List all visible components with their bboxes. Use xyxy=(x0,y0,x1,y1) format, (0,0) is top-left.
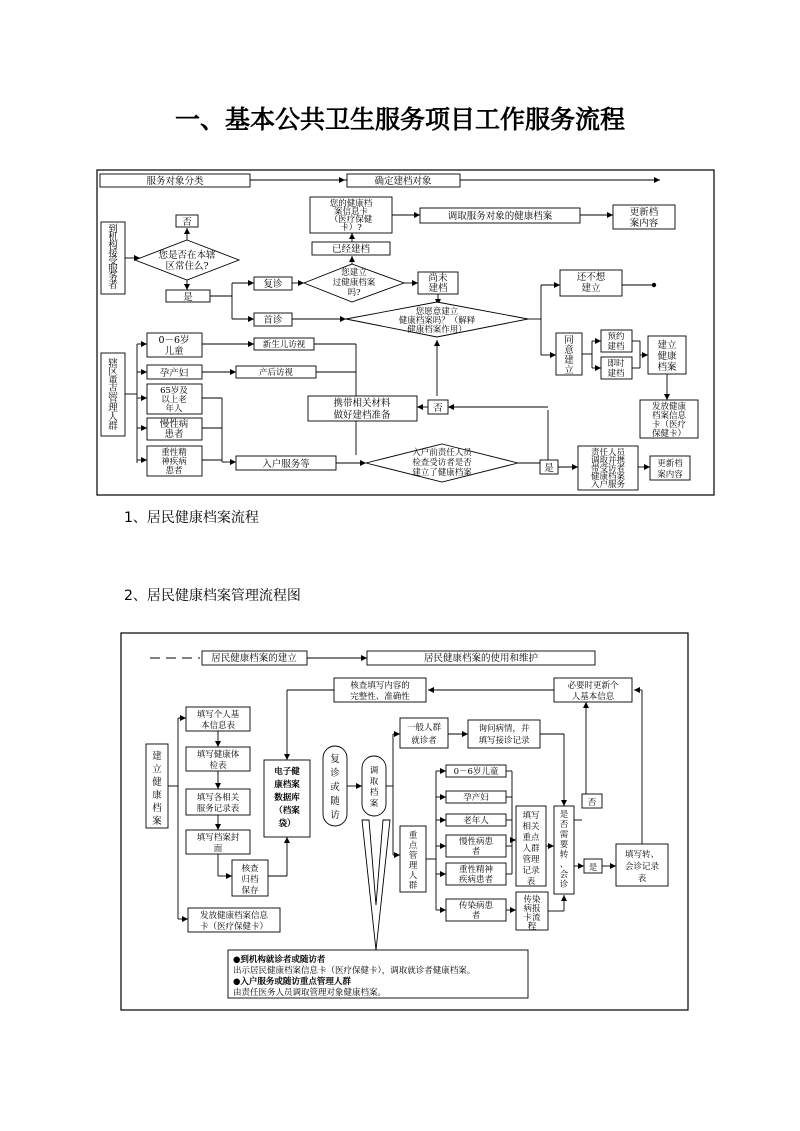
header-confirm-label: 确定建档对象 xyxy=(374,176,432,187)
children-l1: 0－6岁 xyxy=(158,335,190,346)
willing-l2: 健康档案吗？（解释 xyxy=(398,316,476,326)
svg-text:务: 务 xyxy=(108,272,118,283)
have-record-l3: 吗? xyxy=(347,288,361,298)
immediate-l2: 建档 xyxy=(607,369,625,379)
need-update-l2: 人基本信息 xyxy=(571,692,615,702)
mental-l2: 神疾病 xyxy=(161,457,187,467)
svg-text:管: 管 xyxy=(108,394,118,405)
infectious-l2: 者 xyxy=(471,911,481,921)
immediate-l1: 即时 xyxy=(607,359,625,369)
infect-report-l4: 程 xyxy=(527,922,537,932)
ask-condition-l1: 询问病情，并 xyxy=(478,724,530,734)
edb-l1: 电子健 xyxy=(274,767,300,777)
carry-material-l1: 携带相关材料 xyxy=(333,398,391,409)
yes-referral-label: 是 xyxy=(588,863,598,873)
issue-card2-l2: 卡（医疗保健卡） xyxy=(199,922,269,932)
willing-l3: 健康档案作用） xyxy=(407,325,467,335)
build-record-l2: 健康 xyxy=(657,351,677,362)
mental2-l2: 疾病患者 xyxy=(458,875,494,885)
note1-title: ●到机构就诊者或随访者 xyxy=(233,955,326,965)
ask-condition-l2: 填写接诊记录 xyxy=(478,736,530,746)
chronic2-l2: 者 xyxy=(471,847,481,857)
chronic-l2: 患者 xyxy=(164,429,184,440)
text-need-referral xyxy=(560,810,569,890)
agree-l1: 同 xyxy=(564,335,574,346)
svg-text:、: 、 xyxy=(559,860,569,870)
svg-text:调: 调 xyxy=(369,766,379,776)
referral-form-l1: 填写转、 xyxy=(624,850,660,860)
children-l2: 儿童 xyxy=(164,346,184,357)
chronic-l1: 慢性病 xyxy=(159,419,189,430)
carry-material-l2: 做好建档准备 xyxy=(333,410,391,421)
svg-text:相关: 相关 xyxy=(522,822,540,832)
verify-archive-l3: 保存 xyxy=(241,886,259,896)
infect-report-l2: 病报 xyxy=(523,904,541,914)
have-record-l2: 过健康档案 xyxy=(332,278,376,288)
page-title: 一、基本公共卫生服务项目工作服务流程 xyxy=(174,105,625,134)
svg-text:人群: 人群 xyxy=(522,844,540,854)
diamond-resident-l1: 您是否在本辖 xyxy=(158,250,216,261)
pregnant2-label: 孕产妇 xyxy=(463,793,489,803)
edb-l2: 康档案 xyxy=(274,780,300,790)
mental-l1: 重性精 xyxy=(161,448,187,458)
cover-l2: 面 xyxy=(213,844,223,854)
svg-text:点: 点 xyxy=(408,841,418,851)
build-record-l1: 建立 xyxy=(657,340,677,351)
svg-text:群: 群 xyxy=(408,881,418,891)
note1-text: 出示居民健康档案信息卡（医疗保健卡），调取就诊者健康档案。 xyxy=(233,966,476,976)
issue-card2-l1: 发放健康档案信息 xyxy=(199,911,269,921)
personal-info-l2: 本信息表 xyxy=(200,721,236,731)
cover-l1: 填写档案封 xyxy=(196,833,240,843)
diagram-record-management-flow xyxy=(121,633,688,1010)
svg-text:案: 案 xyxy=(152,816,162,827)
staff-retrieve-l5: 入户服务 xyxy=(590,480,626,490)
record-card-l2: 案信息卡 xyxy=(333,207,369,217)
infectious-l1: 传染病患 xyxy=(458,901,494,911)
elderly-l3: 年人 xyxy=(165,404,183,414)
postpartum-visit-label: 产后访视 xyxy=(258,368,294,378)
doctor-check-l1: 入户前责任人员 xyxy=(412,448,472,458)
svg-text:重: 重 xyxy=(408,831,418,841)
svg-text:立: 立 xyxy=(152,764,162,775)
mental2-l1: 重性精神 xyxy=(458,865,494,875)
newborn-visit-label: 新生儿访视 xyxy=(262,340,306,350)
first-visit-label: 首诊 xyxy=(263,315,283,326)
yes-check-label: 是 xyxy=(544,463,554,474)
svg-text:理: 理 xyxy=(108,403,118,414)
svg-text:会: 会 xyxy=(559,870,569,880)
svg-text:表: 表 xyxy=(526,877,536,887)
svg-text:要: 要 xyxy=(559,840,569,850)
health-exam-l1: 填写健康体 xyxy=(196,750,240,760)
infect-report-l3: 卡流 xyxy=(523,913,541,923)
no-referral-label: 否 xyxy=(587,798,597,808)
svg-text:随: 随 xyxy=(330,796,340,807)
staff-retrieve-l3: 带受访者 xyxy=(590,464,626,474)
diamond-resident-l2: 区常住么? xyxy=(165,261,209,272)
svg-text:健: 健 xyxy=(152,777,162,788)
svg-text:服: 服 xyxy=(108,264,118,275)
header-build-label: 居民健康档案的建立 xyxy=(211,653,297,664)
svg-text:否: 否 xyxy=(559,820,569,830)
svg-text:管: 管 xyxy=(408,851,418,861)
appointment-l2: 建档 xyxy=(607,342,625,352)
svg-text:理: 理 xyxy=(408,861,418,871)
svg-text:康: 康 xyxy=(152,790,162,801)
doctor-check-l3: 建立了健康档案 xyxy=(412,468,472,478)
retrieve-record-label: 调取服务对象的健康档案 xyxy=(447,211,553,222)
doctor-check-l2: 检查受访者是否 xyxy=(412,458,472,468)
svg-text:诊: 诊 xyxy=(559,880,569,890)
not-yet-l1: 尚未 xyxy=(428,273,448,284)
infect-report-l1: 传染 xyxy=(523,895,541,905)
edb-l3: 数据库 xyxy=(274,793,300,803)
svg-text:群: 群 xyxy=(108,421,118,432)
elderly-l1: 65岁及 xyxy=(160,386,188,396)
referral-form-l3: 表 xyxy=(637,874,647,884)
appointment-l1: 预约 xyxy=(607,332,625,342)
pregnant-label: 孕产妇 xyxy=(159,368,189,379)
general-visitor-l2: 就诊者 xyxy=(411,736,437,746)
svg-text:记录: 记录 xyxy=(522,866,540,876)
note2-title: ●入户服务或随访重点管理人群 xyxy=(233,977,351,987)
general-visitor-l1: 一般人群 xyxy=(406,723,442,733)
text-revisit-follow xyxy=(330,753,340,821)
svg-text:者: 者 xyxy=(108,280,118,291)
agree-l2: 意 xyxy=(564,345,574,356)
svg-text:人: 人 xyxy=(408,871,418,881)
update2-l1: 更新档 xyxy=(657,459,683,469)
svg-text:点: 点 xyxy=(108,385,118,396)
staff-retrieve-l2: 调取并携 xyxy=(590,456,626,466)
child2-label: 0－6岁儿童 xyxy=(453,767,499,777)
text-retrieve-file xyxy=(370,766,379,809)
svg-text:受: 受 xyxy=(108,256,118,267)
svg-text:重点: 重点 xyxy=(522,833,540,843)
svg-text:访: 访 xyxy=(330,810,340,821)
svg-text:管理: 管理 xyxy=(522,855,540,865)
update1-l1: 更新档 xyxy=(629,207,659,218)
header-classify-label: 服务对象分类 xyxy=(146,176,204,187)
svg-text:或: 或 xyxy=(330,782,340,793)
record-card-l1: 您的健康档 xyxy=(329,199,373,209)
svg-text:档: 档 xyxy=(152,803,162,814)
svg-text:需: 需 xyxy=(559,830,569,840)
verify-archive-l2: 归档 xyxy=(241,875,259,885)
yes-resident-label: 是 xyxy=(183,292,193,303)
need-update-l1: 必要时更新个 xyxy=(567,681,619,691)
health-exam-l2: 检表 xyxy=(209,761,227,771)
svg-text:档: 档 xyxy=(369,788,379,798)
staff-retrieve-l4: 健康档案 xyxy=(590,472,626,482)
svg-text:取: 取 xyxy=(369,777,379,787)
text-visitor xyxy=(108,223,118,291)
mental-l3: 患者 xyxy=(165,466,183,476)
no-check-label: 否 xyxy=(433,403,443,414)
referral-form-l2: 会诊记录 xyxy=(624,862,660,872)
agree-l4: 立 xyxy=(564,365,574,376)
issue-card-l1: 发放健康 xyxy=(651,402,687,412)
record-card-l3: （医疗保健 xyxy=(329,215,373,225)
svg-text:人: 人 xyxy=(108,412,118,423)
have-record-l1: 您建立 xyxy=(341,268,367,278)
svg-text:区: 区 xyxy=(108,367,118,378)
svg-text:辖: 辖 xyxy=(108,358,118,369)
home-service-label: 入户服务等 xyxy=(262,459,310,470)
update2-l2: 案内容 xyxy=(657,470,683,480)
has-record-label: 已经建档 xyxy=(331,244,371,255)
verify-archive-l1: 核查 xyxy=(241,864,259,874)
not-want-l2: 建立 xyxy=(581,283,601,294)
service-records-l1: 填写各相关 xyxy=(196,793,240,803)
svg-text:机: 机 xyxy=(108,232,118,243)
svg-text:是: 是 xyxy=(559,810,569,820)
svg-text:填写: 填写 xyxy=(522,811,540,821)
issue-card-l2: 档案信息 xyxy=(651,411,687,421)
svg-text:诊: 诊 xyxy=(330,768,340,779)
edb-l4: （档案 xyxy=(274,806,300,816)
service-records-l2: 服务记录表 xyxy=(196,804,240,814)
svg-text:构: 构 xyxy=(108,240,118,251)
svg-text:转: 转 xyxy=(559,850,569,860)
willing-l1: 您愿意建立 xyxy=(415,307,459,317)
no-resident-label: 否 xyxy=(182,217,192,228)
personal-info-l1: 填写个人基 xyxy=(196,710,240,720)
text-fill-key xyxy=(522,810,540,887)
agree-l3: 建 xyxy=(564,355,574,366)
caption-health-record-flow: 1、居民健康档案流程 xyxy=(124,510,259,526)
note2-text: 由责任医务人员调取管理对象健康档案。 xyxy=(233,988,387,998)
header-use-label: 居民健康档案的使用和维护 xyxy=(423,653,539,664)
check-fill-l2: 完整性、准确性 xyxy=(350,692,410,702)
svg-text:重: 重 xyxy=(108,376,118,387)
edb-l5: 袋） xyxy=(278,819,296,829)
elderly2-label: 老年人 xyxy=(463,816,489,826)
diagram-health-record-flow xyxy=(97,170,714,495)
chronic2-l1: 慢性病患 xyxy=(458,837,494,847)
not-yet-l2: 建档 xyxy=(428,283,448,294)
issue-card-l3: 卡（医疗 xyxy=(651,420,687,430)
caption-record-management-flow: 2、居民健康档案管理流程图 xyxy=(124,588,301,604)
text-key-group xyxy=(409,830,418,891)
text-area-people xyxy=(108,357,118,432)
big-down-arrow xyxy=(362,820,390,950)
issue-card-l4: 保健卡） xyxy=(651,429,687,439)
svg-text:建: 建 xyxy=(152,751,162,762)
svg-text:复: 复 xyxy=(330,754,340,765)
build-record-l3: 档案 xyxy=(657,362,677,373)
svg-text:接: 接 xyxy=(108,248,118,259)
revisit-label: 复诊 xyxy=(263,279,283,290)
check-fill-l1: 核查填写内容的 xyxy=(350,681,410,691)
staff-retrieve-l1: 责任人员 xyxy=(590,448,626,458)
svg-text:案: 案 xyxy=(369,799,379,809)
update1-l2: 案内容 xyxy=(629,218,659,229)
svg-text:到: 到 xyxy=(108,224,118,235)
not-want-l1: 还不想 xyxy=(576,272,606,283)
record-card-l4: 卡）? xyxy=(340,223,362,233)
elderly-l2: 以上老 xyxy=(161,395,187,405)
